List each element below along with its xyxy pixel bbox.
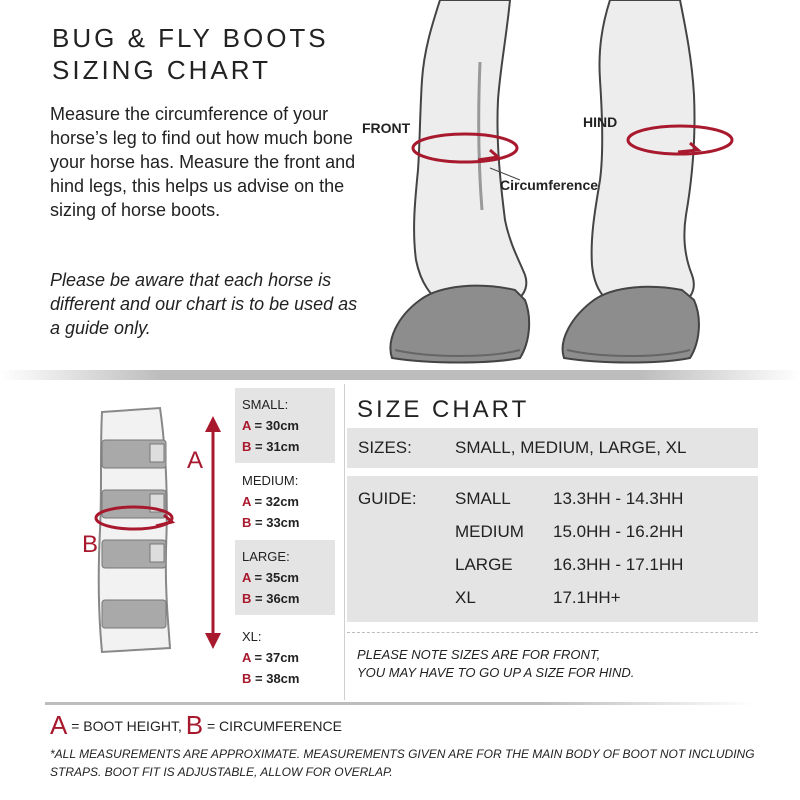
hind-size-note-line-1: PLEASE NOTE SIZES ARE FOR FRONT, <box>357 647 601 662</box>
dimension-a <box>242 491 328 512</box>
guide-size: LARGE <box>455 555 513 574</box>
guide-height-range: 16.3HH - 17.1HH <box>553 555 684 574</box>
size-name: XL: <box>242 629 262 644</box>
guide-label: GUIDE: <box>358 489 417 508</box>
dimension-letter: A <box>242 650 251 665</box>
legend-letter-b: B <box>185 710 204 740</box>
size-chart-title: SIZE CHART <box>357 396 530 423</box>
hind-label: HIND <box>583 114 618 130</box>
dimension-a <box>242 647 328 668</box>
hind-size-note <box>357 646 757 682</box>
dimension-b <box>242 512 328 533</box>
title-line-1: BUG & FLY BOOTS <box>52 23 329 53</box>
legend <box>50 710 342 741</box>
dimension-letter: B <box>242 591 252 606</box>
guide-height-range: 13.3HH - 14.3HH <box>553 489 684 508</box>
title-line-2: SIZING CHART <box>52 55 271 85</box>
size-name: LARGE: <box>242 549 290 564</box>
guide-height-range: 17.1HH+ <box>553 588 621 607</box>
horse-legs-illustration <box>320 0 800 372</box>
size-entry-medium <box>235 464 335 539</box>
dimension-b <box>242 668 328 689</box>
guide-height-range: 15.0HH - 16.2HH <box>553 522 684 541</box>
guide-size: SMALL <box>455 489 511 508</box>
sizes-label: SIZES: <box>358 438 412 457</box>
dimension-a <box>242 567 328 588</box>
dimension-value: = 30cm <box>254 418 299 433</box>
dimension-letter: A <box>242 494 251 509</box>
disclaimer-text: *ALL MEASUREMENTS ARE APPROXIMATE. MEASUREMENTS GIVEN ARE FOR THE MAIN BODY OF BOOT NOT INCLUDING STRAPS. BOOT FIT IS ADJUSTABLE, ALLOW FOR OVERLAP. <box>50 747 755 779</box>
dimension-value: = 32cm <box>254 494 299 509</box>
circumference-label: Circumference <box>500 177 599 193</box>
legend-text-a: = BOOT HEIGHT, <box>67 718 182 734</box>
guide-size: XL <box>455 588 476 607</box>
dimension-value: = 35cm <box>254 570 299 585</box>
dashed-divider <box>347 632 758 633</box>
section-divider <box>0 370 800 380</box>
bottom-divider <box>45 702 755 705</box>
dimension-a <box>242 415 328 436</box>
hind-size-note-line-2: YOU MAY HAVE TO GO UP A SIZE FOR HIND. <box>357 665 635 680</box>
column-divider <box>344 384 345 700</box>
dimension-value: = 38cm <box>255 671 300 686</box>
arrow-up-icon <box>205 416 221 432</box>
boot-label-b: B <box>82 531 99 558</box>
guide-size: MEDIUM <box>455 522 524 541</box>
legend-text-b: = CIRCUMFERENCE <box>203 718 342 734</box>
boot-label-a: A <box>187 447 204 474</box>
front-label: FRONT <box>362 120 411 136</box>
dimension-value: = 36cm <box>255 591 300 606</box>
dimension-b <box>242 588 328 609</box>
size-name: SMALL: <box>242 397 289 412</box>
size-name: MEDIUM: <box>242 473 299 488</box>
size-entry-large <box>235 540 335 615</box>
dimension-value: = 33cm <box>255 515 300 530</box>
size-entry-xl <box>235 620 335 695</box>
dimension-value: = 31cm <box>255 439 300 454</box>
size-entry-small <box>235 388 335 463</box>
dimension-value: = 37cm <box>254 650 299 665</box>
dimension-letter: B <box>242 439 252 454</box>
intro-text: Measure the circumference of your horse’s leg to find out how much bone your horse has. Measure the front and hind legs, this helps us advise on the sizing of horse boots. <box>50 104 356 220</box>
dimension-letter: A <box>242 570 251 585</box>
dimension-b <box>242 436 328 457</box>
dimension-letter: A <box>242 418 251 433</box>
boot-illustration <box>40 390 230 690</box>
dimension-letter: B <box>242 671 252 686</box>
page-title <box>52 22 329 86</box>
dimension-letter: B <box>242 515 252 530</box>
sizes-value: SMALL, MEDIUM, LARGE, XL <box>455 438 687 457</box>
guide-note-text: Please be aware that each horse is different and our chart is to be used as a guide only. <box>50 270 358 338</box>
arrow-down-icon <box>205 633 221 649</box>
legend-letter-a: A <box>50 710 68 740</box>
